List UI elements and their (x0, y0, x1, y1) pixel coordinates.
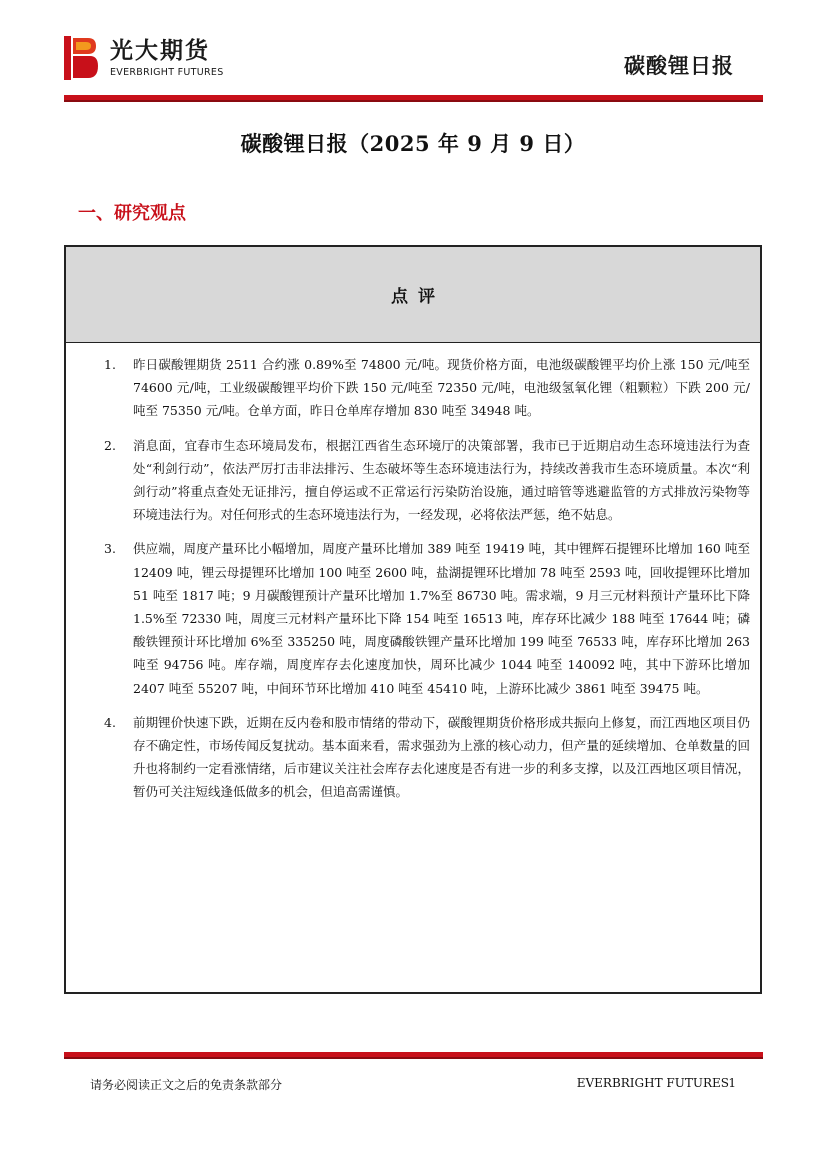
logo-text-en: EVERBRIGHT FUTURES (110, 67, 224, 78)
commentary-list (66, 343, 760, 804)
item-text: 昨日碳酸锂期货 2511 合约涨 0.89%至 74800 元/吨。现货价格方面，电池级碳酸锂平均价上涨 150 元/吨至 74600 元/吨，工业级碳酸锂平均价下跌 150 元/吨至 72350 元/吨，电池级氢氧化锂（粗颗粒）下跌 200 元/吨至 75350 元/吨。仓单方面，昨日仓单库存增加 830 吨至 34948 吨。 (133, 357, 750, 419)
company-logo (64, 36, 244, 82)
everbright-logo-icon (64, 36, 98, 80)
list-item (66, 711, 760, 804)
footer-company (577, 1076, 729, 1090)
page-number: 1 (728, 1076, 736, 1090)
section-title: 一、研究观点 (78, 203, 186, 224)
header-divider (64, 95, 763, 102)
list-item (66, 353, 760, 423)
item-text: 消息面，宜春市生态环境局发布，根据江西省生态环境厅的决策部署，我市已于近期启动生态环境违法行为查处“利剑行动”，依法严厉打击非法排污、生态破坏等生态环境违法行为，持续改善我市生态环境质量。本次“利剑行动”将重点查处无证排污，擅自停运或不正常运行污染防治设施，通过暗管等逃避监管的方式排放污染物等环境违法行为。对任何形式的生态环境违法行为，一经发现，必将依法严惩，绝不姑息。 (133, 437, 750, 523)
footer-company-name: EVERBRIGHT FUTURES (576, 1076, 729, 1090)
logo-text-cn: 光大期货 (110, 38, 210, 64)
item-number: 2. (104, 437, 116, 453)
item-text: 前期锂价快速下跌，近期在反内卷和股市情绪的带动下，碳酸锂期货价格形成共振向上修复，而江西地区项目仍存不确定性，市场传闻反复扰动。基本面来看，需求强劲为上涨的核心动力，但产量的延续增加、仓单数量的回升也将制约一定看涨情绪，后市建议关注社会库存去化速度是否有进一步的利多支撑，以及江西地区项目情况，暂仍可关注短线逢低做多的机会，但追高需谨慎。 (133, 714, 750, 800)
table-header (66, 247, 760, 343)
commentary-table (64, 245, 762, 994)
item-number: 3. (104, 541, 116, 557)
item-text: 供应端，周度产量环比小幅增加，周度产量环比增加 389 吨至 19419 吨，其中锂辉石提锂环比增加 160 吨至 12409 吨，锂云母提锂环比增加 100 吨至 2600 吨，盐湖提锂环比增加 78 吨至 2593 吨，回收提锂环比增加 51 吨至 1817 吨；9 月碳酸锂预计产量环比增加 1.7%至 86730 吨。需求端，9 月三元材料预计产量环比下降 1.5%至 72330 吨，周度三元材料产量环比下降 154 吨至 16513 吨，库存环比减少 188 吨至 17644 吨；磷酸铁锂预计环比增加 6%至 335250 吨，周度磷酸铁锂产量环比增加 199 吨至 76533 吨，库存环比增加 263 吨至 94756 吨。库存端，周度库存去化速度加快，周环比减少 1044 吨至 140092 吨，其中下游环比增加 2407 吨至 55207 吨，中间环节环比增加 410 吨至 45410 吨，上游环比减少 3861 吨至 39475 吨。 (133, 541, 750, 696)
list-item (66, 434, 760, 527)
item-number: 1. (104, 357, 116, 372)
footer-disclaimer: 请务必阅读正文之后的免责条款部分 (90, 1078, 283, 1092)
header-report-title: 碳酸锂日报 (624, 54, 734, 78)
list-item (66, 537, 760, 699)
table-header-label: 点评 (391, 287, 445, 307)
footer-divider (64, 1052, 763, 1059)
document-title: 碳酸锂日报（2025 年 9 月 9 日） (240, 131, 586, 156)
item-number: 4. (104, 714, 116, 730)
